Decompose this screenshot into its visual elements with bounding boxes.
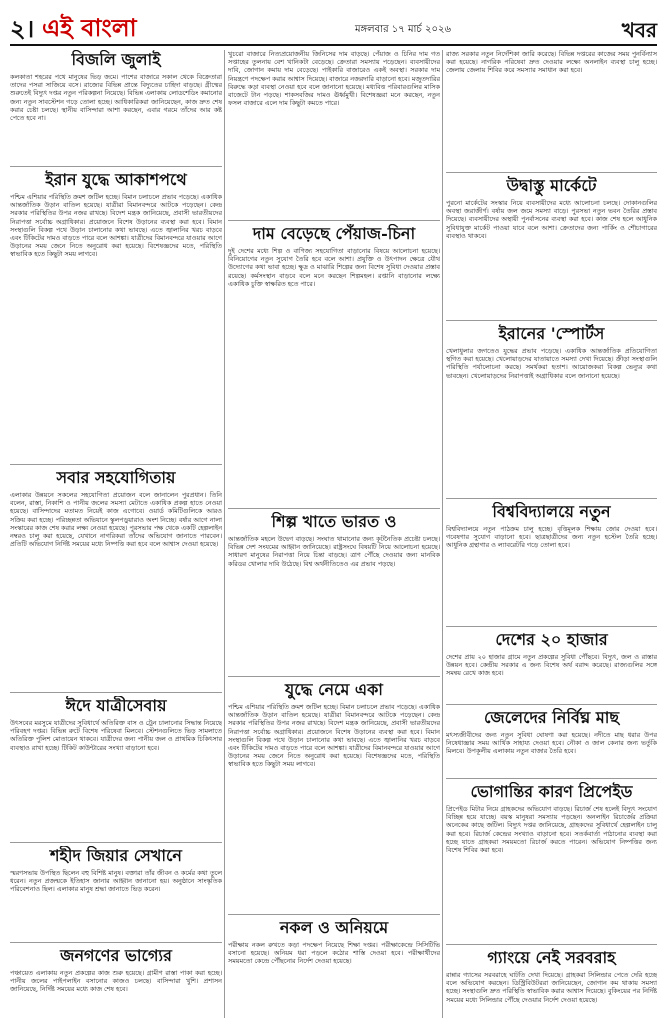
divider: [228, 220, 440, 221]
article-headline: দেশের ২০ হাজার: [495, 630, 608, 649]
article-bijli: [10, 50, 222, 162]
article-bishwa: [446, 502, 657, 622]
article-nakal: [228, 918, 440, 1018]
article-body: পশ্চিম এশিয়ার পরিস্থিতি ক্রমশ জটিল হচ্ছে। বিমান চলাচলে প্রভাব পড়েছে। একাধিক আন্তর্জাতিক উড়ান বাতিল হয়েছে। যাত্রীরা বিমানবন্দরে আটকে পড়েছেন। কেন্দ্র সরকার পরিস্থিতির উপর নজর রাখছে। বিদেশ মন্ত্রক জানিয়েছে, প্রবাসী ভারতীয়দের নিরাপত্তা সর্বোচ্চ অগ্রাধিকার। প্রয়োজনে বিশেষ উড়ানের ব্যবস্থা করা হবে। বিমান সংস্থাগুলি বিকল্প পথে উড়ান চালানোর কথা ভাবছে। এতে জ্বালানির খরচ বাড়বে এবং টিকিটের দামও বাড়তে পারে বলে আশঙ্কা। যাত্রীদের বিমানবন্দরে যাওয়ার আগে উড়ানের সময় জেনে নিতে অনুরোধ করা হয়েছে। বিশেষজ্ঞদের মতে, পরিস্থিতি স্বাভাবিক হতে কিছুটা সময় লাগবে।: [228, 703, 440, 769]
article-headline: জেলেদের নির্বিঘ্ন মাছ: [483, 708, 620, 727]
article-body: খেলাধুলার জগতেও যুদ্ধের প্রভাব পড়েছে। একাধিক আন্তর্জাতিক প্রতিযোগিতা স্থগিত করা হয়েছে। খেলোয়াড়দের যাতায়াতে সমস্যা দেখা দিয়েছে। ক্রীড়া সংস্থাগুলি পরিস্থিতি পর্যালোচনা করছে। সমর্থকরা হতাশ। আয়োজকরা বিকল্প ভেন্যুর কথা ভাবছেন। খেলোয়াড়দের নিরাপত্তাই অগ্রাধিকার বলে জানানো হয়েছে।: [446, 347, 657, 380]
divider: [10, 166, 222, 167]
article-body: রাজ্য সরকার নতুন নির্দেশিকা জারি করেছে। বিভিন্ন দপ্তরের কাজের সময় পুনর্বিন্যাস করা হয়েছে। নাগরিক পরিষেবা দ্রুত দেওয়ার লক্ষ্যে অনলাইন ব্যবস্থা চালু হচ্ছে। জেলায় জেলায় শিবির করে সমস্যার সমাধান করা হবে।: [446, 50, 657, 75]
article-body: বিশ্ববিদ্যালয়ে নতুন পাঠক্রম চালু হচ্ছে। বৃত্তিমূলক শিক্ষায় জোর দেওয়া হবে। গবেষণার সুযোগ বাড়ানো হবে। ছাত্রছাত্রীদের জন্য নতুন হস্টেল তৈরি হচ্ছে। আধুনিক গ্রন্থাগার ও ল্যাবরেটরি গড়ে তোলা হবে।: [446, 525, 657, 550]
article-yuddha: [228, 680, 440, 910]
article-headline: বিজলি জুলাই: [71, 50, 161, 69]
article-headline: সবার সহযোগিতায়: [56, 468, 176, 487]
article-body: খুচরো বাজারে নিত্যপ্রয়োজনীয় জিনিসের দাম বাড়ছে। পেঁয়াজ ও চিনির দাম গত সপ্তাহের তুলনায় বেশ খানিকটা বেড়েছে। ক্রেতারা সমস্যায় পড়েছেন। ব্যবসায়ীদের দাবি, জোগান কমায় দাম বেড়েছে। পাইকারি বাজারেও একই অবস্থা। সরকার দাম নিয়ন্ত্রণে পদক্ষেপ করার আশ্বাস দিয়েছে। বাজারে নজরদারি বাড়ানো হবে। মজুতদারির বিরুদ্ধে কড়া ব্যবস্থা নেওয়া হবে বলে জানানো হয়েছে। মধ্যবিত্ত পরিবারগুলির মাসিক বাজেটে টান পড়ছে। শাকসবজির দামও ঊর্ধ্বমুখী। বিশেষজ্ঞরা মনে করছেন, নতুন ফসল বাজারে এলে দাম কিছুটা কমতে পারে।: [228, 50, 440, 108]
article-body: উৎসবের মরসুমে যাত্রীদের সুবিধার্থে অতিরিক্ত বাস ও ট্রেন চালানোর সিদ্ধান্ত নিয়েছে পরিবহণ দপ্তর। বিভিন্ন রুটে বিশেষ পরিষেবা মিলবে। স্টেশনগুলিতে ভিড় সামলাতে অতিরিক্ত পুলিশ মোতায়েন থাকবে। যাত্রীদের জন্য পানীয় জল ও প্রাথমিক চিকিৎসার ব্যবস্থাও রাখা হচ্ছে। টিকিট কাউন্টারের সংখ্যা বাড়ানো হবে।: [10, 719, 222, 752]
divider: [446, 626, 657, 627]
article-right-top: [446, 50, 657, 168]
article-body: পুরনো মার্কেটের সংস্কার নিয়ে ব্যবসায়ীদের মধ্যে আলোচনা চলছে। দোকানগুলির অবস্থা জরাজীর্ণ। বর্ষায় জল জমে সমস্যা বাড়ে। পুরসভা নতুন ভবন তৈরির প্রস্তাব দিয়েছে। ব্যবসায়ীদের অস্থায়ী পুনর্বাসনের ব্যবস্থা করা হবে। কাজ শেষ হলে আধুনিক সুবিধাযুক্ত মার্কেট পাওয়া যাবে বলে আশা। ক্রেতাদের জন্য পার্কিং ও শৌচাগারের ব্যবস্থাও থাকবে।: [446, 199, 657, 240]
article-udbastu: [446, 176, 657, 316]
article-headline: জনগণের ভাগ্যের: [60, 946, 172, 965]
article-intro: [228, 50, 440, 216]
column-rule: [442, 50, 443, 1018]
article-desh20: [446, 630, 657, 700]
article-headline: ইরান যুদ্ধে আকাশপথে: [45, 170, 187, 189]
article-body: পশ্চিম এশিয়ার পরিস্থিতি ক্রমশ জটিল হচ্ছে। বিমান চলাচলে প্রভাব পড়েছে। একাধিক আন্তর্জাতিক উড়ান বাতিল হয়েছে। যাত্রীরা বিমানবন্দরে আটকে পড়েছেন। কেন্দ্র সরকার পরিস্থিতির উপর নজর রাখছে। বিদেশ মন্ত্রক জানিয়েছে, প্রবাসী ভারতীয়দের নিরাপত্তা সর্বোচ্চ অগ্রাধিকার। প্রয়োজনে বিশেষ উড়ানের ব্যবস্থা করা হবে। বিমান সংস্থাগুলি বিকল্প পথে উড়ান চালানোর কথা ভাবছে। এতে জ্বালানির খরচ বাড়বে এবং টিকিটের দামও বাড়তে পারে বলে আশঙ্কা। যাত্রীদের বিমানবন্দরে যাওয়ার আগে উড়ানের সময় জেনে নিতে অনুরোধ করা হয়েছে। বিশেষজ্ঞদের মতে, পরিস্থিতি স্বাভাবিক হতে কিছুটা সময় লাগবে।: [10, 193, 222, 259]
article-body: রান্নার গ্যাসের সরবরাহে ঘাটতি দেখা দিয়েছে। গ্রাহকরা সিলিন্ডার পেতে দেরি হচ্ছে বলে অভিযোগ করছেন। ডিস্ট্রিবিউটররা জানিয়েছেন, জোগান কম থাকায় সমস্যা হচ্ছে। সংস্থাগুলি দ্রুত পরিস্থিতি স্বাভাবিক করার আশ্বাস দিয়েছে। বুকিংয়ের পর নির্দিষ্ট সময়ের মধ্যে সিলিন্ডার পৌঁছে দেওয়ার নির্দেশ দেওয়া হয়েছে।: [446, 971, 657, 1004]
column-rule: [224, 50, 225, 1018]
article-body: কলকাতা শহরের পথে মানুষের ভিড় জমে। পাশের বাজারে সকাল থেকে বিক্রেতারা তাদের পসরা সাজিয়ে বসে। রাজ্যের বিভিন্ন প্রান্তে বিদ্যুতের চাহিদা বাড়ছে। গ্রীষ্মের শুরুতেই বিদ্যুৎ দপ্তর নতুন পরিকল্পনা নিয়েছে। বিভিন্ন এলাকায় লোডশেডিং কমানোর জন্য নতুন সাবস্টেশন গড়ে তোলা হচ্ছে। আধিকারিকরা জানিয়েছেন, কাজ দ্রুত শেষ করার চেষ্টা চলছে। স্থানীয় বাসিন্দারা আশা করছেন, এবার গরমে তাঁদের আর কষ্ট পেতে হবে না।: [10, 73, 222, 123]
article-shahid: [10, 846, 222, 938]
article-headline: নকল ও অনিয়মে: [279, 918, 389, 937]
article-headline: দাম বেড়েছে পেঁয়াজ-চিনা: [252, 224, 416, 243]
article-body: স্মরণসভায় উপস্থিত ছিলেন বহু বিশিষ্ট মানুষ। বক্তারা তাঁর জীবন ও কর্মের কথা তুলে ধরেন। নতুন প্রজন্মকে ইতিহাস জানার আহ্বান জানানো হয়। অনুষ্ঠানে সাংস্কৃতিক পরিবেশনাও ছিল। এলাকার মানুষ শ্রদ্ধা জানাতে ভিড় করেন।: [10, 869, 222, 894]
article-body: প্রিপেইড মিটার নিয়ে গ্রাহকদের অভিযোগ বাড়ছে। রিচার্জ শেষ হলেই বিদ্যুৎ সংযোগ বিচ্ছিন্ন হয়ে যাচ্ছে। বয়স্ক মানুষরা সমস্যায় পড়ছেন। অনলাইন রিচার্জের প্রক্রিয়া অনেকের কাছে জটিল। বিদ্যুৎ দপ্তর জানিয়েছে, গ্রাহকদের সুবিধার্থে হেল্পলাইন চালু করা হবে। রিচার্জ কেন্দ্রের সংখ্যাও বাড়ানো হবে। সতর্কবার্তা পাঠানোর ব্যবস্থা করা হচ্ছে যাতে গ্রাহকরা সময়মতো রিচার্জ করতে পারেন। অভিযোগ নিষ্পত্তির জন্য বিশেষ শিবির করা হবে।: [446, 805, 657, 855]
divider: [446, 498, 657, 499]
divider: [228, 914, 440, 915]
article-sabar: [10, 468, 222, 688]
article-petrol: [228, 224, 440, 504]
divider: [446, 944, 657, 945]
newspaper-logo: এই বাংলা: [42, 14, 137, 42]
column-2: [228, 50, 440, 1018]
article-bhoga: [446, 782, 657, 940]
article-headline: ঈদে যাত্রীসেবায়: [65, 696, 167, 715]
article-body: দুই দেশের মধ্যে শিল্প ও বাণিজ্য সহযোগিতা বাড়ানোর বিষয়ে আলোচনা হয়েছে। বিনিয়োগের নতুন সুযোগ তৈরি হবে বলে আশা। প্রযুক্তি ও উৎপাদন ক্ষেত্রে যৌথ উদ্যোগের কথা ভাবা হচ্ছে। ক্ষুদ্র ও মাঝারি শিল্পের জন্য বিশেষ সুবিধা দেওয়ার প্রস্তাব রয়েছে। কর্মসংস্থান বাড়বে বলে মনে করছেন শিল্পমহল। রপ্তানি বাড়ানোর লক্ষ্যে একাধিক চুক্তি স্বাক্ষরিত হতে পারে।: [228, 247, 440, 288]
column-1: [10, 50, 222, 1018]
divider: [446, 778, 657, 779]
divider: [446, 320, 657, 321]
masthead: [10, 8, 657, 46]
divider: [446, 172, 657, 173]
article-shilpa: [228, 512, 440, 672]
divider: [10, 692, 222, 693]
article-iranspot: [446, 324, 657, 494]
article-headline: শিল্প খাতে ভারত ও: [271, 512, 397, 531]
article-body: পঞ্চায়েত এলাকায় নতুন প্রকল্পের কাজ শুরু হয়েছে। গ্রামীণ রাস্তা পাকা করা হচ্ছে। পানীয় জলের পাইপলাইন বসানোর কাজও চলছে। বাসিন্দারা খুশি। প্রশাসন জানিয়েছে, নির্দিষ্ট সময়ের মধ্যে কাজ শেষ হবে।: [10, 969, 222, 994]
article-jele: [446, 708, 657, 774]
article-body: আন্তর্জাতিক মহলে উদ্বেগ বাড়ছে। সংঘাত থামানোর জন্য কূটনৈতিক প্রচেষ্টা চলছে। বিভিন্ন দেশ সংযমের আহ্বান জানিয়েছে। রাষ্ট্রসংঘে বিষয়টি নিয়ে আলোচনা হয়েছে। সাধারণ মানুষের নিরাপত্তা নিয়ে চিন্তা বাড়ছে। ত্রাণ পৌঁছে দেওয়ার জন্য মানবিক করিডর খোলার দাবি উঠেছে। বিশ্ব অর্থনীতিতেও এর প্রভাব পড়ছে।: [228, 535, 440, 568]
issue-date: মঙ্গলবার ১৭ মার্চ ২০২৬: [355, 24, 451, 35]
divider: [10, 464, 222, 465]
article-body: মৎস্যজীবীদের জন্য নতুন সুবিধা ঘোষণা করা হয়েছে। নদীতে মাছ ধরার উপর নিষেধাজ্ঞার সময় আর্থিক সাহায্য দেওয়া হবে। নৌকা ও জাল কেনার জন্য ভর্তুকি মিলবে। উপকূলীয় এলাকায় নতুন বাজার তৈরি হবে।: [446, 731, 657, 756]
section-name: খবর: [621, 18, 657, 42]
article-body: দেশের প্রায় ২০ হাজার গ্রামে নতুন প্রকল্পের সুবিধা পৌঁছবে। বিদ্যুৎ, জল ও রাস্তার উন্নয়ন হবে। কেন্দ্রীয় সরকার এ জন্য বিশেষ অর্থ বরাদ্দ করেছে। রাজ্যগুলির সঙ্গে সমন্বয় রেখে কাজ হবে।: [446, 653, 657, 678]
divider: [228, 508, 440, 509]
divider: [10, 842, 222, 843]
article-headline: শহীদ জিয়ার সেখানে: [50, 846, 182, 865]
article-body: পরীক্ষায় নকল রুখতে কড়া পদক্ষেপ নিয়েছে শিক্ষা দপ্তর। পরীক্ষাকেন্দ্রে সিসিটিভি বসানো হয়েছে। অনিয়ম ধরা পড়লে কঠোর শাস্তি দেওয়া হবে। পরীক্ষার্থীদের সময়মতো কেন্দ্রে পৌঁছনোর নির্দেশ দেওয়া হয়েছে।: [228, 941, 440, 966]
article-body: এলাকার উন্নয়নে সকলের সহযোগিতা প্রয়োজন বলে জানালেন পুরপ্রধান। তিনি বলেন, রাস্তা, নিকাশি ও পানীয় জলের সমস্যা মেটাতে একাধিক প্রকল্প হাতে নেওয়া হয়েছে। বাসিন্দাদের মতামত নিয়েই কাজ এগোবে। ওয়ার্ড কমিটিগুলিকে আরও সক্রিয় করা হচ্ছে। পরিচ্ছন্নতা অভিযানে স্কুলপড়ুয়ারাও অংশ নিচ্ছে। বর্ষার আগে নালা সংস্কারের কাজ শেষ করার লক্ষ্য নেওয়া হয়েছে। পুরসভার পক্ষ থেকে একটি হেল্পলাইন নম্বরও চালু করা হয়েছে, যেখানে নাগরিকরা তাঁদের অভিযোগ জানাতে পারবেন। প্রতিটি অভিযোগ নির্দিষ্ট সময়ের মধ্যে নিষ্পত্তি করা হবে বলে আশ্বাস দেওয়া হয়েছে।: [10, 491, 222, 549]
article-ganga: [446, 948, 657, 1018]
article-eid: [10, 696, 222, 838]
article-headline: বিশ্ববিদ্যালয়ে নতুন: [492, 502, 611, 521]
article-headline: ভোগান্তির কারণ প্রিপেইড: [470, 782, 633, 801]
divider: [228, 676, 440, 677]
divider: [10, 942, 222, 943]
column-3: [446, 50, 657, 1018]
article-headline: যুদ্ধে নেমে একা: [285, 680, 383, 699]
divider: [446, 704, 657, 705]
article-janagan: [10, 946, 222, 1018]
page-number: ২।: [10, 15, 35, 43]
article-headline: ইরানের 'স্পোর্টস: [498, 324, 605, 343]
article-iran: [10, 170, 222, 460]
article-headline: গ্যাংয়ে নেই সরবরাহ: [487, 948, 616, 967]
article-headline: উদ্বাস্তু মার্কেটে: [506, 176, 597, 195]
